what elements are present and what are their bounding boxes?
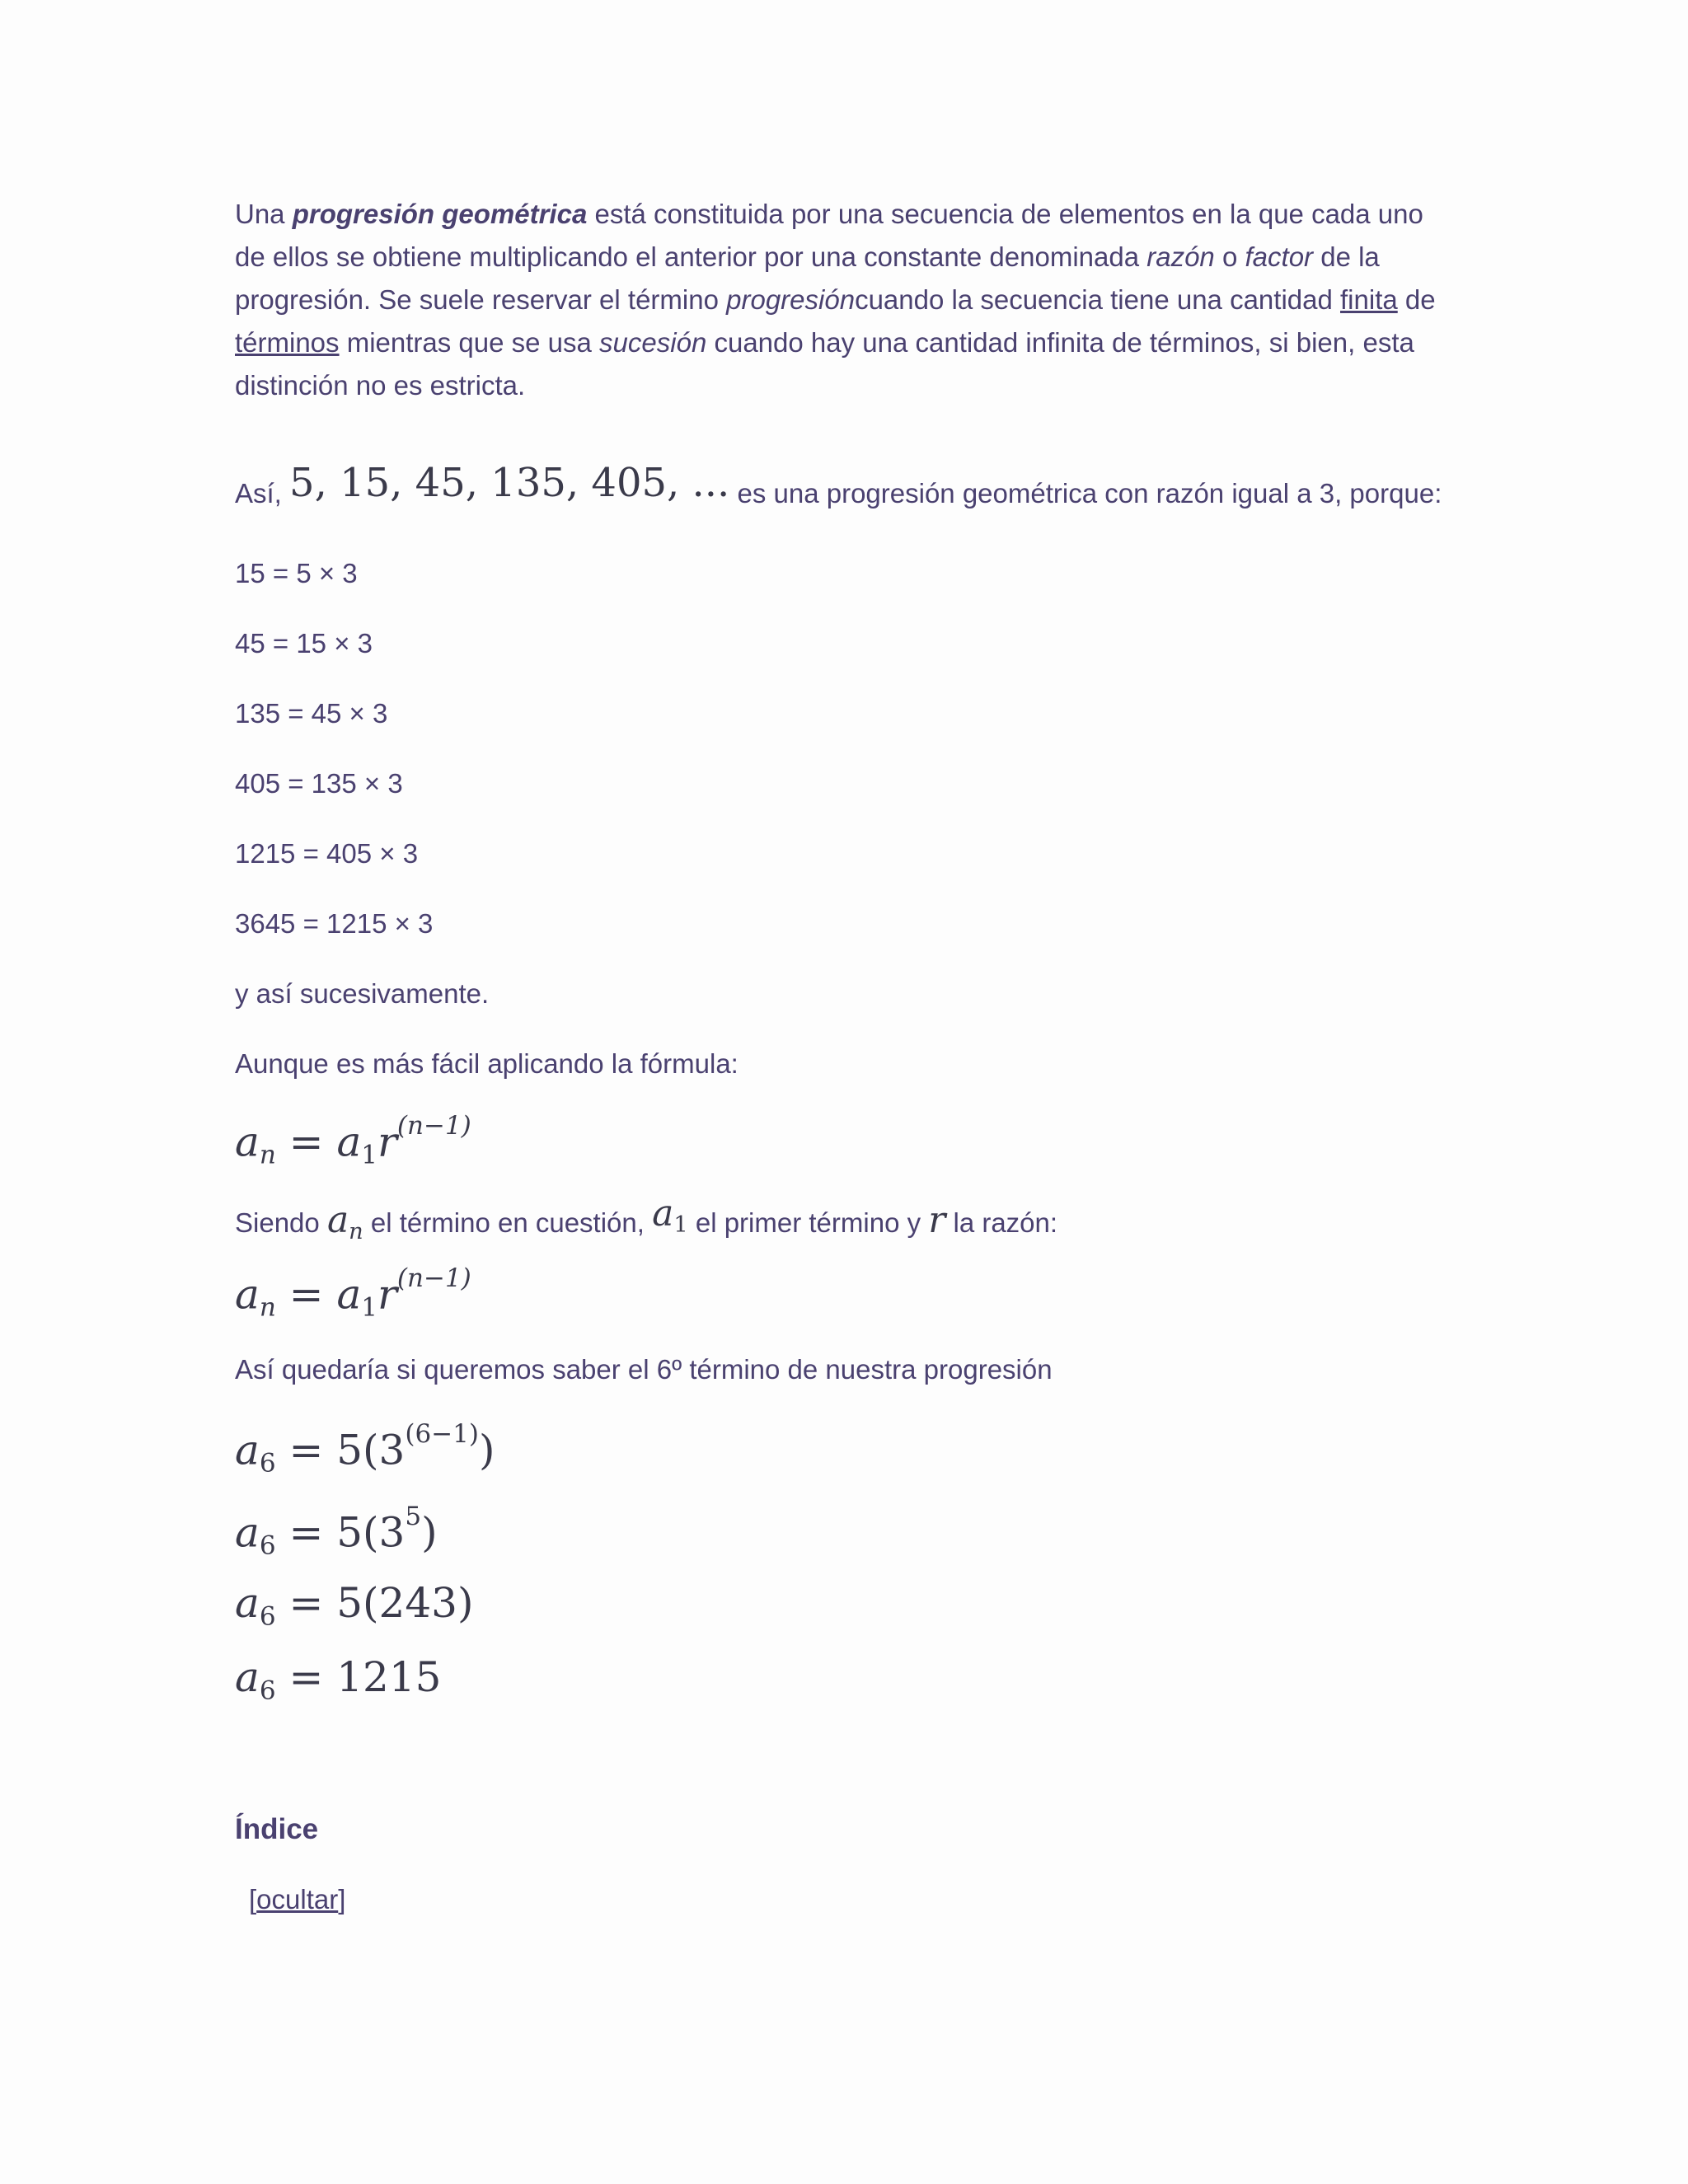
- step-line: 3645 = 1215 × 3: [235, 908, 434, 939]
- etc-line: y así sucesivamente.: [235, 978, 490, 1009]
- step-line: 1215 = 405 × 3: [235, 838, 419, 869]
- step-line: 15 = 5 × 3: [235, 558, 358, 588]
- term-progresion-geometrica: progresión geométrica: [292, 199, 588, 229]
- general-formula: $a_n = a_1r^{(n-1)}$: [235, 1111, 471, 1170]
- calc-line-1: $a_6 = 5(3^{(6-1)})$: [235, 1419, 495, 1479]
- general-formula-repeat: $a_n = a_1r^{(n-1)}$: [235, 1263, 471, 1323]
- calc-line-3: $a_6 = 5(243)$: [235, 1579, 474, 1632]
- sequence-math: 5, 15, 45, 135, 405, ...: [289, 460, 730, 506]
- step-line: 405 = 135 × 3: [235, 768, 403, 799]
- link-finita[interactable]: finita: [1340, 284, 1398, 315]
- toc-toggle: [ocultar]: [249, 1884, 346, 1915]
- formula-intro: Aunque es más fácil aplicando la fórmula:: [235, 1048, 738, 1079]
- step-line: 45 = 15 × 3: [235, 628, 373, 658]
- sixth-term-intro: Así quedaría si queremos saber el 6º término de nuestra progresión: [235, 1354, 1053, 1385]
- step-line: 135 = 45 × 3: [235, 698, 388, 729]
- variables-definition: Siendo $a_n$ el término en cuestión, $a_1$ el primer término y r la razón:: [235, 1193, 1058, 1245]
- calc-line-4: $a_6 = 1215$: [235, 1653, 442, 1706]
- link-terminos[interactable]: términos: [235, 327, 340, 358]
- example-line: Así, 5, 15, 45, 135, 405, ... es una progresión geométrica con razón igual a 3, porque:: [235, 460, 1442, 509]
- calc-line-2: $a_6 = 5(3^5)$: [235, 1502, 438, 1561]
- toc-heading: Índice: [235, 1813, 319, 1845]
- hide-toc-link[interactable]: ocultar: [256, 1884, 339, 1915]
- intro-paragraph: Una progresión geométrica está constituida por una secuencia de elementos en la que cada uno de ellos se obtiene multiplicando el anterior por una constante denominada razón o factor de la progresión. Se suele reservar el término progresióncuando la secuencia tiene una cantidad finita de términos mientras que se usa sucesión cuando hay una cantidad infinita de términos, si bien, esta distinción no es estricta.: [235, 199, 1436, 401]
